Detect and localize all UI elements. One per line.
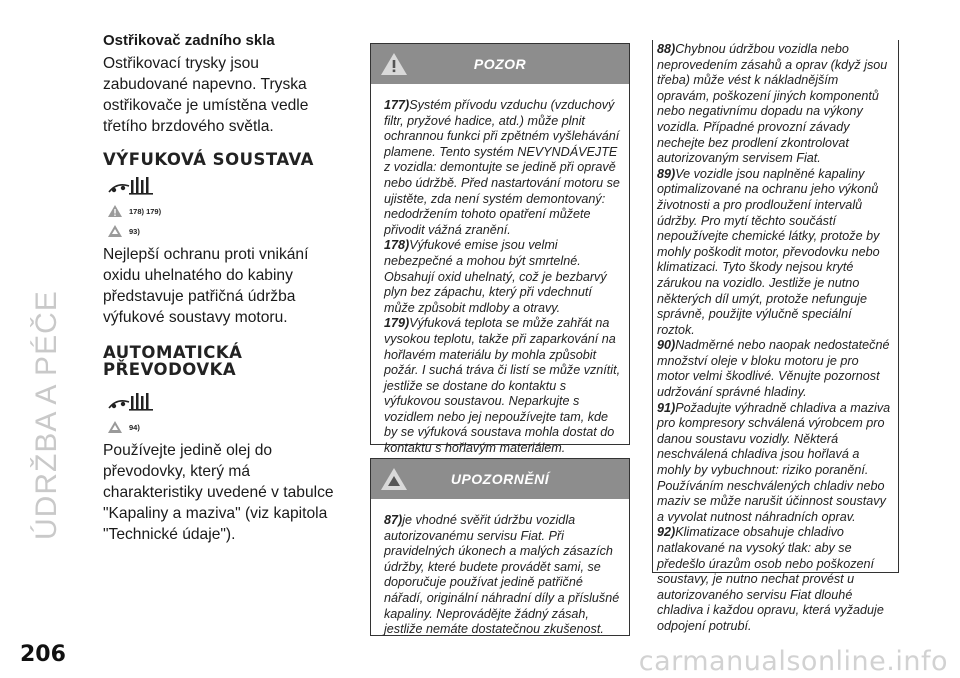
- note-item: [657, 167, 892, 339]
- upozorneni-box: [370, 458, 630, 636]
- note-item-num: 91): [657, 400, 676, 415]
- exhaust-warn-ref: 93): [129, 226, 140, 236]
- exhaust-text: Nejlepší ochranu proti vnikání oxidu uhelnatého do kabiny představuje patřičná údržba výfukové soustavy motoru.: [103, 246, 309, 326]
- notes-continuation-box: [652, 40, 899, 633]
- transmission-text: Používejte jedině olej do převodovky, který má charakteristiky uvedené v tabulce "Kapaliny a maziva" (viz kapitola "Technické údaje").: [103, 442, 334, 543]
- note-item: [657, 42, 892, 167]
- rear-washer-text: Ostřikovací trysky jsou zabudované napevno. Tryska ostřikovače je umístěna vedle třetího brzdového světla.: [103, 55, 309, 135]
- pozor-item: [384, 238, 621, 316]
- side-section-title-text: ÚDRŽBA A PÉČE: [30, 290, 63, 540]
- note-item-num: 88): [657, 42, 676, 56]
- note-item-text: Klimatizace obsahuje chladivo natlakované na vysoký tlak: aby se předešlo úrazům osob nebo poškození soustavy, je nutno nechat provést u autorizovaného servisu Fiat dlouhé chladiva i každou opravu, která vyžaduje odpojení potrubí.: [657, 525, 884, 633]
- note-item-num: 92): [657, 525, 676, 540]
- pozor-box: [370, 43, 630, 456]
- pozor-item-text: Výfuková teplota se může zahřát na vysokou teplotu, takže při zaparkování na hořlavém materiálu by mohla způsobit požár. I suchá tráva či listí se může vznítit, jestliže se dostane do kontaktu s výfukovou soustavou. Neparkujte s vozidlem nebo jej nepoužívejte tam, kde by se výfuková soustava mohla dostat do kontaktu s hořlavým materiálem.: [384, 316, 621, 456]
- car-lift-icon: [107, 174, 345, 198]
- pozor-header: [371, 44, 629, 84]
- upozorneni-title: UPOZORNĚNÍ: [450, 471, 550, 487]
- caution-icon: [107, 420, 123, 434]
- watermark: carmanualsonline.info: [638, 646, 948, 677]
- exhaust-refs: 178) 179): [129, 206, 162, 216]
- danger-triangle-icon: [379, 51, 409, 82]
- note-item-text: Nadměrné nebo naopak nedostatečné množství oleje v bloku motoru je pro motor velmi škodlivé. Věnujte pozornost udržování správné hladiny.: [657, 338, 890, 400]
- side-section-title: [6, 20, 76, 580]
- note-item-text: Požadujte výhradně chladiva a maziva pro kompresory schválená výrobcem pro danou soustavu vozidly. Některá neschválená chladiva jsou hořlavá a mohly by vybuchnout: riziko poranění. Používáním neschválených chladiv nebo maziv se může narušit účinnost soustavy a vyvolat nutnost náhradních oprav.: [657, 400, 891, 524]
- exhaust-section-title: VÝFUKOVÁ SOUSTAVA: [103, 150, 314, 169]
- pozor-item-num: 178): [384, 238, 410, 253]
- note-item-num: 89): [657, 166, 676, 181]
- upozorneni-item-text: je vhodné svěřit údržbu vozidla autorizovanému servisu Fiat. Při pravidelných úkonech a malých zásazích údržby, které budete provádět sami, se doporučuje používat jedině patřičné nářadí, originální náhradní díly a příslušné kapaliny. Neprovádějte žádný zásah, jestliže nemáte dostatečnou zkušenost.: [384, 513, 620, 637]
- pozor-item-text: Výfukové emise jsou velmi nebezpečné a mohou být smrtelné. Obsahují oxid uhelnatý, což je bezbarvý plyn bez zápachu, který při vdechnutí může způsobit mdloby a otravy.: [384, 238, 607, 315]
- car-lift-icon: [107, 390, 345, 414]
- pozor-item-text: Systém přívodu vzduchu (vzduchový filtr, pryžové hadice, atd.) může plnit ochrannou funkci při zpětném vyšlehávání plamene. Tento systém NEVYNDÁVEJTE z vozidla: demontujte se jedině při opravě nebo údržbě. Před nastartování motoru se ujistěte, zda není systém demontovaný: nedodržením tohoto opatření můžete přivodit vážná zranění.: [384, 98, 620, 237]
- transmission-section-title: [103, 344, 345, 378]
- rear-washer-heading: Ostřikovač zadního skla: [103, 32, 275, 49]
- left-column: [103, 32, 345, 545]
- pozor-title: POZOR: [473, 56, 527, 72]
- note-item: [657, 401, 892, 526]
- note-item: [657, 525, 892, 634]
- transmission-warn-ref: 94): [129, 422, 140, 432]
- caution-icon: [107, 224, 123, 238]
- upozorneni-item-num: 87): [384, 513, 403, 527]
- upozorneni-item: [384, 513, 621, 638]
- note-item-text: Chybnou údržbou vozidla nebo neprovedením zásahů a oprav (když jsou třeba) může vést k nákladnějším opravám, poškození jiných komponentů nebo negativnímu dopadu na výkony vozidla. Případné provozní závady nechejte bez prodlení zkontrolovat autorizovaným servisem Fiat.: [657, 42, 888, 166]
- note-item: [657, 338, 892, 400]
- warning-triangle-icon: [107, 204, 123, 218]
- pozor-item: [384, 316, 621, 456]
- transmission-title-line1: AUTOMATICKÁ: [103, 343, 243, 362]
- note-item-num: 90): [657, 338, 676, 353]
- transmission-title-line2: PŘEVODOVKA: [103, 360, 237, 379]
- note-item-text: Ve vozidle jsou naplněné kapaliny optimalizované na ochranu jeho výkonů životnosti a pro prodloužení intervalů údržby. Pro mytí těchto součástí nepoužívejte chemické látky, protože by mohly poškodit motor, převodovku nebo klimatizaci. Tyto škody nejsou kryté zárukou na vozidlo. Jestliže je nutno některých díl umýt, protože nefunguje správně, použijte výlučně speciální roztok.: [657, 166, 880, 337]
- caution-triangle-icon: [379, 466, 409, 497]
- page-number: 206: [20, 642, 66, 667]
- pozor-item-num: 177): [384, 98, 410, 112]
- pozor-item: [384, 98, 621, 238]
- pozor-item-num: 179): [384, 316, 410, 331]
- upozorneni-header: [371, 459, 629, 499]
